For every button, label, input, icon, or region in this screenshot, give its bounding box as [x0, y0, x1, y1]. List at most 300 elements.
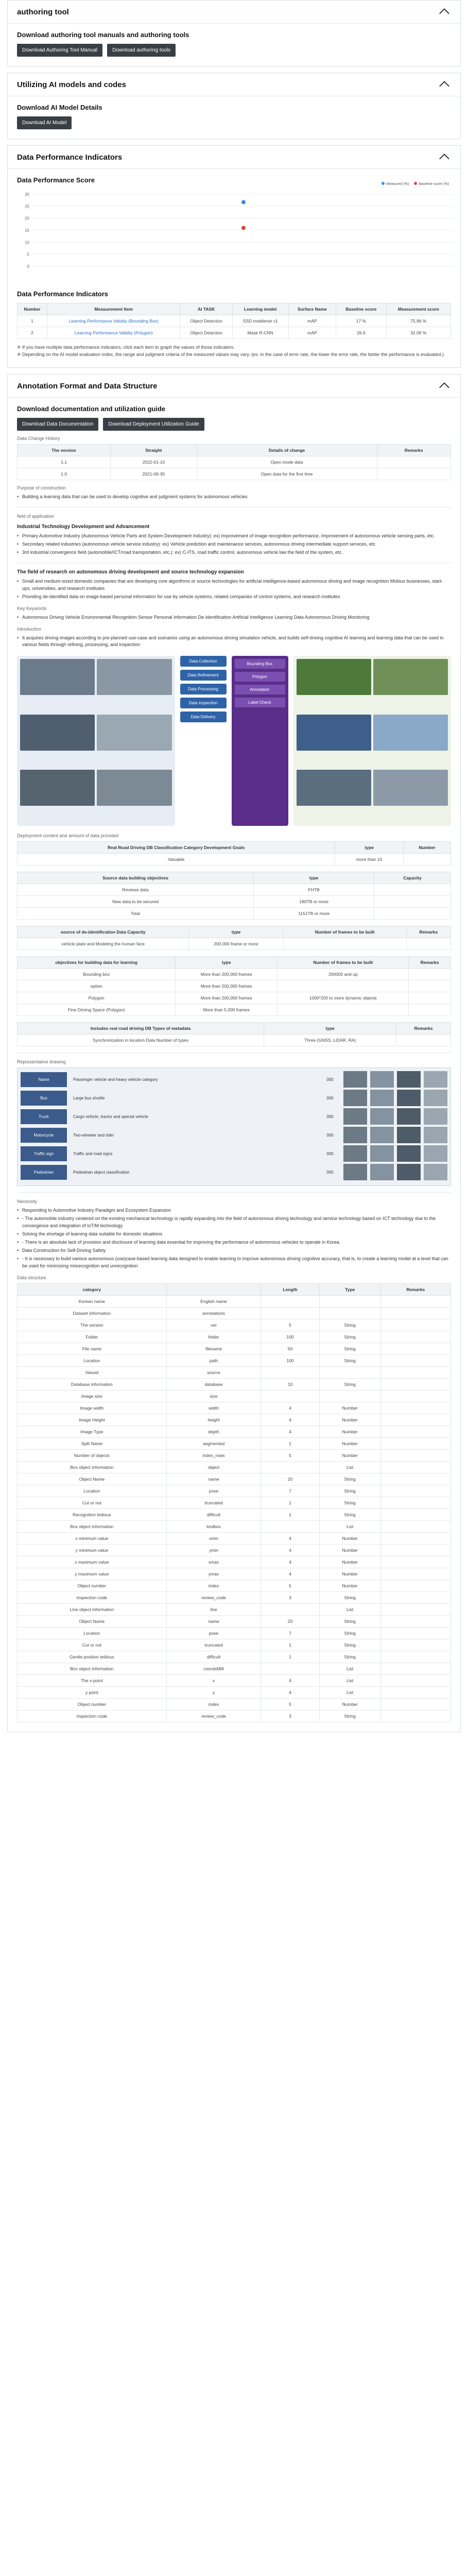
- table-row: [18, 1307, 451, 1319]
- table-body: [18, 884, 451, 920]
- table-cell: 4: [261, 1568, 319, 1580]
- table-cell: size: [166, 1390, 261, 1402]
- table-row: [18, 1532, 451, 1544]
- table-row: [18, 327, 451, 339]
- rep-image: [343, 1108, 367, 1125]
- table-cell: Location: [18, 1485, 167, 1497]
- table-cell: annotations: [166, 1307, 261, 1319]
- bullet-item: • - It is necessary to build various autonomous (use)case-based learning data designed to enable learning to improve autonomous driving cognitive accuracy, that is, to create a learning model at a level that can be used for minimizing misrecognition and unrecognition: [17, 1256, 451, 1270]
- result-images: [293, 656, 452, 826]
- table-cell: [261, 1295, 319, 1307]
- table-cell: mAP: [288, 327, 336, 339]
- rep-image: [424, 1108, 447, 1125]
- table-cell: [261, 1366, 319, 1378]
- table-cell: 75.96 %: [386, 315, 450, 327]
- table-cell: String: [319, 1354, 380, 1366]
- table-header-row: [18, 842, 451, 854]
- table-cell: width: [166, 1402, 261, 1414]
- table-cell: Open mode data: [197, 456, 377, 468]
- table-cell: [319, 1390, 380, 1402]
- rep-image: [370, 1145, 394, 1162]
- rep-image: [370, 1071, 394, 1088]
- table-cell: Valuable: [18, 854, 335, 866]
- rep-count: 000: [326, 1095, 334, 1100]
- column-header: type: [176, 957, 278, 969]
- table-row: [18, 992, 451, 1004]
- drive-image: [97, 659, 171, 695]
- table-cell: String: [319, 1615, 380, 1627]
- table-cell: Valued: [18, 1366, 167, 1378]
- performance-title: Data Performance Indicators: [17, 152, 123, 162]
- table-cell: Cut or not: [18, 1497, 167, 1509]
- column-header: Number: [403, 842, 450, 854]
- rep-description: Two-wheeler and rider: [73, 1132, 114, 1138]
- column-header: The version: [18, 445, 111, 456]
- table-cell: Number: [319, 1437, 380, 1449]
- process-step: Data Inspection: [180, 698, 227, 708]
- table-header-row: [18, 872, 451, 884]
- table-cell: segmented: [166, 1437, 261, 1449]
- table-cell: line: [166, 1603, 261, 1615]
- table-cell: 4: [261, 1556, 319, 1568]
- table-cell: [261, 1520, 319, 1532]
- table-cell: [374, 884, 451, 896]
- annotation-title: Annotation Format and Data Structure: [17, 381, 158, 391]
- table-cell: depth: [166, 1426, 261, 1437]
- column-header: source of de-identification Data Capacity: [18, 926, 189, 938]
- table-cell: [380, 1378, 450, 1390]
- rep-count: 000: [326, 1132, 334, 1138]
- bullet-item: • - The automobile industry centered on the existing mechanical technology is rapidly expanding into the field of autonomous driving technology and service technology based on ICT technology due to the convergence and integration of IoT/M technology: [17, 1215, 451, 1230]
- table-cell: 1.1: [18, 456, 111, 468]
- table-cell: 20: [261, 1473, 319, 1485]
- rep-count: 000: [326, 1170, 334, 1175]
- table-cell: Mask R-CNN: [232, 327, 288, 339]
- rep-row: [21, 1108, 447, 1125]
- table-cell: [261, 1603, 319, 1615]
- table-cell: Split Name: [18, 1437, 167, 1449]
- table-cell: Number: [319, 1414, 380, 1426]
- table-header-row: [18, 957, 451, 969]
- ai-models-heading: Download AI Model Details: [17, 104, 102, 111]
- table-cell: 1151TB or more: [254, 908, 374, 920]
- table-cell: 5: [261, 1580, 319, 1591]
- table-cell: 100: [261, 1354, 319, 1366]
- table-cell: New data to be secured: [18, 896, 254, 908]
- table-cell: String: [319, 1378, 380, 1390]
- annotation-body: [8, 398, 460, 1732]
- table-cell: [380, 1520, 450, 1532]
- rep-image: [397, 1145, 421, 1162]
- table-cell: Inspection code: [18, 1591, 167, 1603]
- download-ai-model-button[interactable]: Download AI Model: [17, 116, 72, 129]
- table-row: [18, 1544, 451, 1556]
- table-cell: [380, 1343, 450, 1354]
- table-cell: Three (GNSS, LiDAR, RA): [264, 1035, 396, 1046]
- table-cell: String: [319, 1343, 380, 1354]
- chart-legend: [382, 182, 449, 186]
- table-cell: option: [18, 980, 176, 992]
- column-header: type: [189, 926, 283, 938]
- table-cell: [261, 1663, 319, 1674]
- column-header: Number of frames to be built: [278, 957, 409, 969]
- table-cell: 4: [261, 1402, 319, 1414]
- performance-header[interactable]: [8, 146, 460, 169]
- intro-text: • It acquires driving images according to pre-planned use-case and scenarios using an autonomous driving simulation vehicle, and builds self-driving cognitive AI learning and learning data that can be used in various fields through refining, processing, and inspection: [17, 635, 451, 649]
- ai-models-body: [8, 96, 460, 139]
- column-header: Length: [261, 1283, 319, 1295]
- table-cell: Line object information: [18, 1603, 167, 1615]
- rep-row: [21, 1127, 447, 1143]
- rep-count: 000: [326, 1077, 334, 1082]
- table-cell: [380, 1414, 450, 1426]
- table-cell: ymin: [166, 1544, 261, 1556]
- table-cell: [380, 1497, 450, 1509]
- table-cell: [380, 1627, 450, 1639]
- rep-image: [343, 1090, 367, 1106]
- table-cell: 2: [18, 327, 47, 339]
- purpose-text: • Building a learning data that can be used to develop cognitive and judgment systems for autonomous vehicles: [17, 494, 451, 501]
- chevron-up-icon[interactable]: [439, 154, 449, 164]
- table-row: [18, 1295, 451, 1307]
- rep-image: [370, 1164, 394, 1180]
- table-cell: [380, 1461, 450, 1473]
- bullet-item: • Solving the shortage of learning data suitable for domestic situations: [17, 1231, 451, 1238]
- table-cell: Learning Performance Validity (Bounding Box): [47, 315, 180, 327]
- table-cell: xmax: [166, 1556, 261, 1568]
- table-cell: String: [319, 1710, 380, 1722]
- table-cell: truncated: [166, 1497, 261, 1509]
- table-cell: 1: [261, 1639, 319, 1651]
- table-cell: [396, 1035, 451, 1046]
- bullet-item: • Primary Automotive Industry (Autonomous Vehicle Parts and System Development Industry): ex) Improvement of image recognition performance, Improvement of autonomous vehicle sensing parts, etc.: [17, 533, 451, 540]
- table-row: [18, 1035, 451, 1046]
- annotation-header[interactable]: [8, 375, 460, 398]
- rep-category: Name: [21, 1072, 67, 1087]
- table-cell: [409, 969, 451, 980]
- table-body: [18, 938, 451, 950]
- table-cell: Total: [18, 908, 254, 920]
- table-cell: 32.09 %: [386, 327, 450, 339]
- indicators-heading: Data Performance Indicators: [17, 290, 109, 298]
- table-cell: 50: [261, 1343, 319, 1354]
- table-cell: name: [166, 1615, 261, 1627]
- table-row: [18, 854, 451, 866]
- table-row: [18, 1378, 451, 1390]
- authoring-tool-section: [7, 0, 461, 66]
- table-cell: bndbox: [166, 1520, 261, 1532]
- field-label: field of application: [17, 513, 55, 519]
- table-cell: pose: [166, 1485, 261, 1497]
- chevron-up-icon[interactable]: [439, 382, 449, 393]
- table-row: [18, 1556, 451, 1568]
- table-cell: [380, 1354, 450, 1366]
- table-cell: [380, 1473, 450, 1485]
- table-row: [18, 1461, 451, 1473]
- table-row: [18, 1509, 451, 1520]
- y-tick-label: 30: [25, 192, 29, 197]
- table-cell: [380, 1663, 450, 1674]
- table-cell: vehicle plate and Modeling the human face: [18, 938, 189, 950]
- table-cell: path: [166, 1354, 261, 1366]
- table-cell: Inspection code: [18, 1710, 167, 1722]
- table-cell: height: [166, 1414, 261, 1426]
- download-data-documentation-button[interactable]: Download Data Documentation: [17, 418, 98, 431]
- table-row: [18, 1639, 451, 1651]
- table-cell: 20: [261, 1615, 319, 1627]
- table-cell: y point: [18, 1686, 167, 1698]
- table-cell: Number: [319, 1426, 380, 1437]
- download-authoring-tools-button[interactable]: Download authoring tools: [107, 44, 176, 57]
- table-cell: [409, 980, 451, 992]
- rep-image: [397, 1108, 421, 1125]
- table-cell: [377, 456, 450, 468]
- table-cell: difficult: [166, 1509, 261, 1520]
- table-cell: Korean name: [18, 1295, 167, 1307]
- column-header: Details of change: [197, 445, 377, 456]
- performance-section: [7, 145, 461, 368]
- table-cell: y: [166, 1686, 261, 1698]
- table-cell: String: [319, 1331, 380, 1343]
- table-cell: 1.0: [18, 468, 111, 480]
- column-header: [166, 1283, 261, 1295]
- table-cell: difficult: [166, 1651, 261, 1663]
- chevron-up-icon[interactable]: [439, 8, 449, 19]
- rep-category: Pedestrian: [21, 1165, 67, 1180]
- table-row: [18, 1615, 451, 1627]
- y-tick-label: 15: [25, 228, 29, 233]
- table-cell: [380, 1639, 450, 1651]
- table-cell: coordsMM: [166, 1663, 261, 1674]
- rep-description: Cargo vehicle, tractor and special vehicle: [73, 1114, 148, 1119]
- table-row: [18, 1674, 451, 1686]
- authoring-tool-header[interactable]: [8, 1, 460, 24]
- rep-image: [343, 1071, 367, 1088]
- table-cell: Location: [18, 1354, 167, 1366]
- table-cell: String: [319, 1319, 380, 1331]
- table-cell: 3: [261, 1591, 319, 1603]
- table-row: [18, 1710, 451, 1722]
- table-cell: 7: [261, 1627, 319, 1639]
- table-cell: 4: [261, 1426, 319, 1437]
- processing-item: Bounding Box: [235, 659, 285, 669]
- download-utilization-guide-button[interactable]: Download Deployment Utilization Guide: [103, 418, 204, 431]
- table-cell: Fine Driving Space (Polygon): [18, 1004, 176, 1016]
- table-cell: [261, 1307, 319, 1319]
- column-header: Remarks: [380, 1283, 450, 1295]
- column-header: type: [335, 842, 403, 854]
- legend-item-measured: [382, 182, 409, 186]
- table-cell: 2022-01-10: [111, 456, 197, 468]
- table-cell: Box object information: [18, 1520, 167, 1532]
- table-cell: Object Name: [18, 1473, 167, 1485]
- ai-models-title: Utilizing AI models and codes: [17, 80, 126, 89]
- table-cell: Open data for the first time: [197, 468, 377, 480]
- rep-category: Traffic sign: [21, 1146, 67, 1161]
- table-row: [18, 1402, 451, 1414]
- rep-image: [370, 1090, 394, 1106]
- performance-chart: [17, 182, 451, 277]
- table-cell: Number: [319, 1402, 380, 1414]
- table-cell: [380, 1319, 450, 1331]
- table-row: [18, 938, 451, 950]
- rep-description: Traffic and road signs: [73, 1151, 113, 1156]
- table-cell: filename: [166, 1343, 261, 1354]
- rep-image: [397, 1090, 421, 1106]
- rep-category: Bus: [21, 1091, 67, 1106]
- data-point[interactable]: [241, 226, 246, 230]
- table-cell: [380, 1437, 450, 1449]
- collection-images: [17, 656, 175, 826]
- table-cell: More than 200,000 frames: [176, 992, 278, 1004]
- table-row: [18, 1520, 451, 1532]
- authoring-tool-title: authoring tool: [17, 7, 69, 16]
- table-cell: Number: [319, 1449, 380, 1461]
- column-header: Remarks: [396, 1023, 451, 1035]
- rep-row: [21, 1164, 447, 1180]
- field2-heading: The field of research on autonomous driving development and source technology expansion: [17, 569, 244, 575]
- table-cell: [406, 938, 450, 950]
- table-cell: 1: [261, 1497, 319, 1509]
- table-cell: String: [319, 1627, 380, 1639]
- table-cell: String: [319, 1591, 380, 1603]
- table-row: [18, 1497, 451, 1509]
- table-row: [18, 1004, 451, 1016]
- field-heading: Industrial Technology Development and Advancement: [17, 523, 150, 530]
- table-body: [18, 854, 451, 866]
- table-row: [18, 908, 451, 920]
- table-cell: [380, 1295, 450, 1307]
- table-cell: [380, 1532, 450, 1544]
- legend-label: Measured (%): [386, 182, 409, 186]
- table-cell: [380, 1591, 450, 1603]
- rep-description: Passenger vehicle and heavy vehicle category: [73, 1077, 158, 1082]
- table-cell: List: [319, 1461, 380, 1473]
- table-cell: ver: [166, 1319, 261, 1331]
- processing-item: Polygon: [235, 672, 285, 682]
- table-cell: [319, 1295, 380, 1307]
- table-cell: [380, 1449, 450, 1461]
- column-header: AI TASK: [180, 303, 232, 315]
- rep-row: [21, 1071, 447, 1088]
- y-tick-label: 20: [25, 216, 29, 221]
- table-cell: [380, 1331, 450, 1343]
- table-cell: Cut or not: [18, 1639, 167, 1651]
- data-point[interactable]: [241, 200, 246, 204]
- table-row: [18, 1485, 451, 1497]
- table-cell: 1: [261, 1651, 319, 1663]
- y-tick-label: 25: [25, 204, 29, 209]
- process-step: Data Refinement: [180, 670, 227, 681]
- table-cell: pose: [166, 1627, 261, 1639]
- table-cell: [261, 1390, 319, 1402]
- table-cell: String: [319, 1485, 380, 1497]
- drive-image: [97, 770, 171, 806]
- table-header-row: [18, 926, 451, 938]
- performance-score-heading: Data Performance Score: [17, 176, 95, 184]
- table-cell: x: [166, 1674, 261, 1686]
- table-cell: String: [319, 1651, 380, 1663]
- table-cell: Number: [319, 1544, 380, 1556]
- y-tick-label: 10: [25, 240, 29, 245]
- chevron-up-icon[interactable]: [439, 81, 449, 91]
- column-header: Learning model: [232, 303, 288, 315]
- result-image: [373, 659, 448, 695]
- ai-models-header[interactable]: [8, 73, 460, 96]
- rep-description: Pedestrian object classification: [73, 1170, 130, 1175]
- table-cell: [380, 1580, 450, 1591]
- rep-category: Truck: [21, 1109, 67, 1124]
- table-header-row: [18, 1283, 451, 1295]
- column-header: Number of frames to be built: [283, 926, 406, 938]
- table-cell: 1: [261, 1509, 319, 1520]
- rep-image: [424, 1127, 447, 1143]
- table-cell: 4: [261, 1544, 319, 1556]
- table-cell: Image Type: [18, 1426, 167, 1437]
- table-cell: Image Height: [18, 1414, 167, 1426]
- purpose-label: Purpose of construction: [17, 485, 66, 490]
- legend-label: Baseline score (%): [419, 182, 449, 186]
- bullet-item: • 3rd industrial convergence field (automobile/ICT/road transportation, etc.): ex) C-ITS, road traffic control, autonomous vehicle law the field of the system, etc.: [17, 549, 451, 556]
- table-cell: [380, 1402, 450, 1414]
- table-cell: name: [166, 1473, 261, 1485]
- column-header: Includes real road driving DB Types of metadata: [18, 1023, 264, 1035]
- table-cell: y maximum value: [18, 1568, 167, 1580]
- table-cell: The version: [18, 1319, 167, 1331]
- table-cell: [319, 1307, 380, 1319]
- table-cell: x maximum value: [18, 1556, 167, 1568]
- table-cell: [380, 1544, 450, 1556]
- table-cell: 5: [261, 1449, 319, 1461]
- table-cell: ymax: [166, 1568, 261, 1580]
- process-step: Data Processing: [180, 684, 227, 694]
- table-row: [18, 1591, 451, 1603]
- table-cell: xmin: [166, 1532, 261, 1544]
- table-row: [18, 1319, 451, 1331]
- table-row: [18, 1343, 451, 1354]
- table-cell: [380, 1556, 450, 1568]
- table-cell: 200,000 frame or more: [189, 938, 283, 950]
- column-header: Type: [319, 1283, 380, 1295]
- table-cell: [409, 1004, 451, 1016]
- rep-image: [424, 1164, 447, 1180]
- table-cell: String: [319, 1509, 380, 1520]
- table-cell: List: [319, 1686, 380, 1698]
- table-cell: Box object information: [18, 1461, 167, 1473]
- table-cell: Number: [319, 1532, 380, 1544]
- rep-image: [370, 1127, 394, 1143]
- table-cell: English name: [166, 1295, 261, 1307]
- rep-description: Large bus shuttle: [73, 1095, 105, 1100]
- table-cell: source: [166, 1366, 261, 1378]
- table-cell: truncated: [166, 1639, 261, 1651]
- table-cell: [380, 1568, 450, 1580]
- bullet-item: • Small and medium-sized domestic companies that are developing core algorithms or source technologies for artificial intelligence-based autonomous driving and image recognition Mobius businesses, start-ups, universities, and research institutes: [17, 578, 451, 592]
- table-cell: Recognition tedious: [18, 1509, 167, 1520]
- column-header: Measurement Item: [47, 303, 180, 315]
- bullet-item: • Responding to Automotive Industry Paradigm and Ecosystem Expansion: [17, 1207, 451, 1214]
- table-cell: More than 200,000 frames: [176, 980, 278, 992]
- download-authoring-manual-button[interactable]: Download Authoring Tool Manual: [17, 44, 102, 57]
- bullet-item: • Providing de-identified data on image-based personal information for use by vehicle systems, related companies of control systems, and research institutes: [17, 594, 451, 601]
- table-cell: Object number: [18, 1698, 167, 1710]
- table-cell: x minimum value: [18, 1532, 167, 1544]
- table-row: [18, 1437, 451, 1449]
- y-tick-label: 0: [27, 264, 29, 269]
- table-cell: Folder: [18, 1331, 167, 1343]
- result-image: [297, 715, 371, 751]
- table-cell: Dataset information: [18, 1307, 167, 1319]
